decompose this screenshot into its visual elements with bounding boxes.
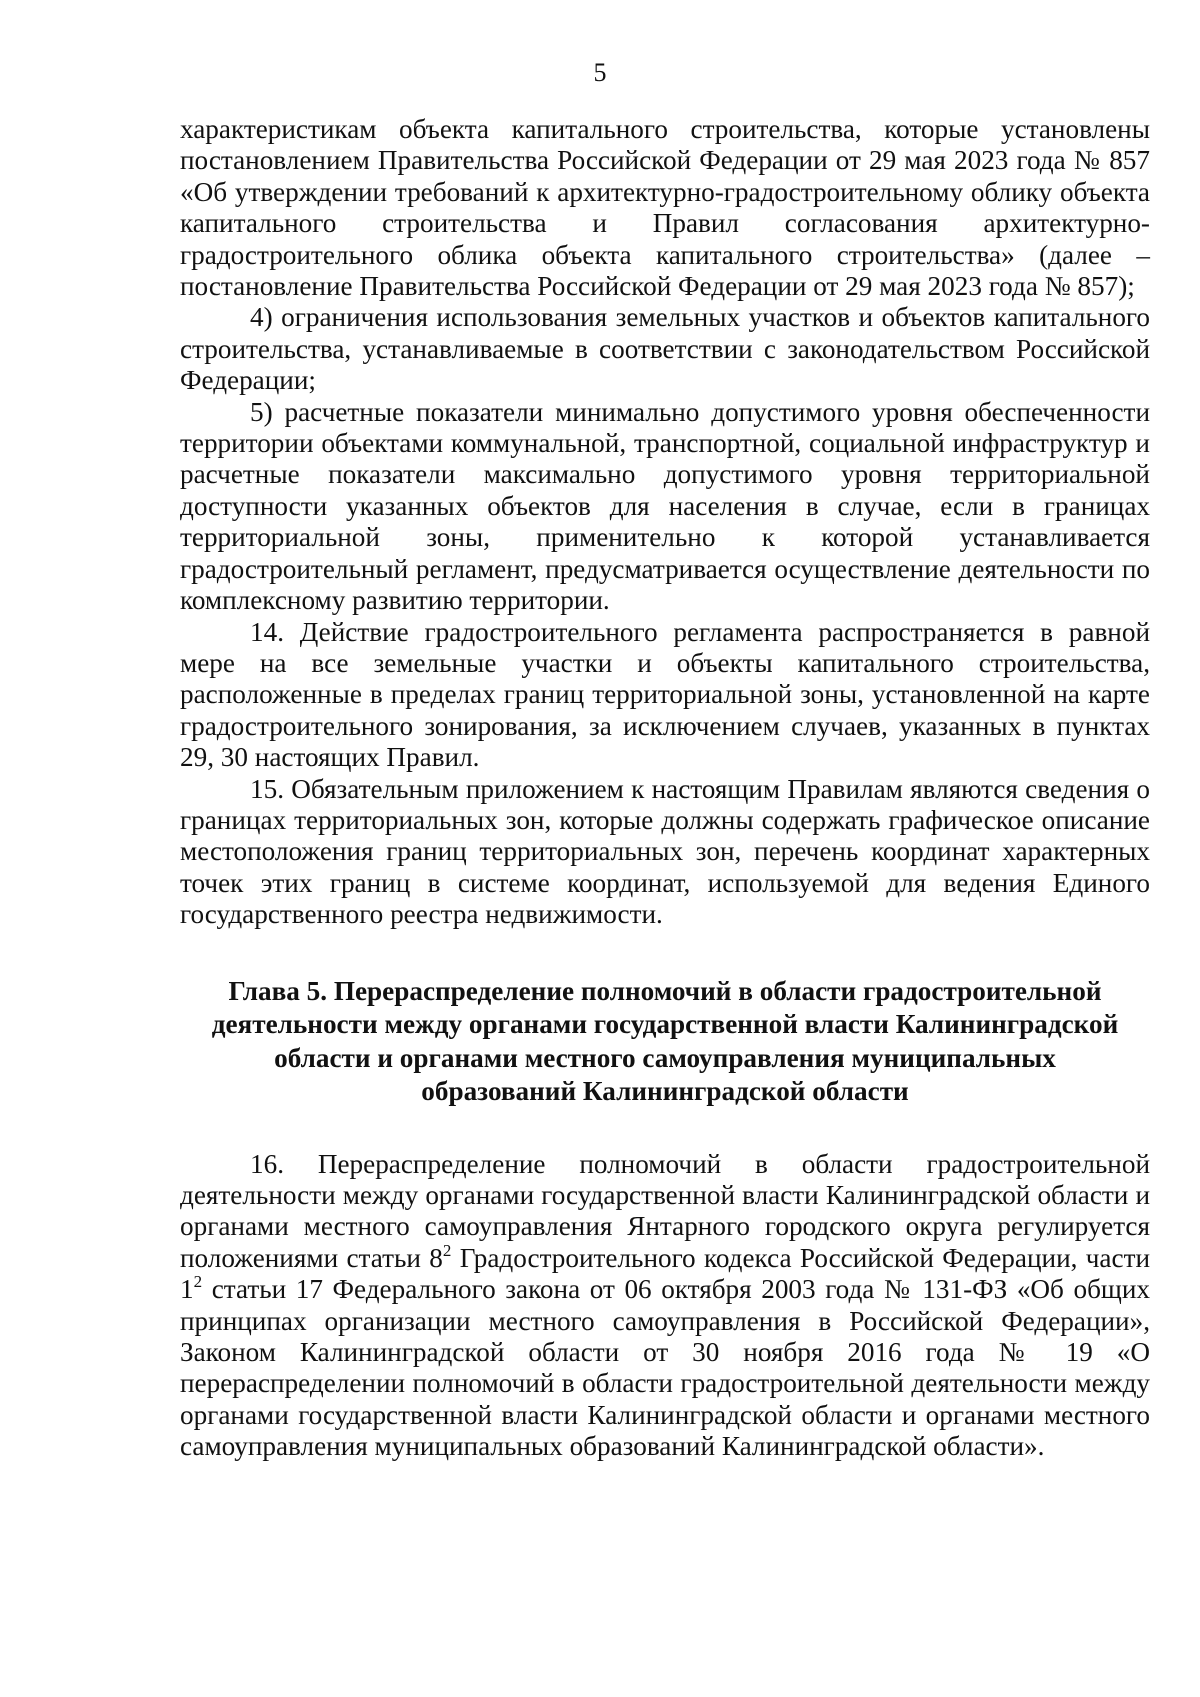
paragraph-continuation: характеристикам объекта капитального строительства, которые установлены постановлением Правительства Российской Федерации от 29 мая 2023 года № 857 «Об утверждении требований к архитектурно-градостроительному облику объекта капитального строительства и Правил согласования архитектурно-градостроительного облика объекта капитального строительства» (далее – постановление Правительства Российской Федерации от 29 мая 2023 года № 857);	[180, 114, 1150, 302]
chapter-heading-line: Глава 5. Перераспределение полномочий в области градостроительной	[228, 975, 1102, 1006]
chapter-heading-line: области и органами местного самоуправления муниципальных	[274, 1042, 1056, 1073]
paragraph-item-4: 4) ограничения использования земельных участков и объектов капитального строительства, устанавливаемые в соответствии с законодательством Российской Федерации;	[180, 302, 1150, 396]
paragraph-16-part: 16. Перераспределение полномочий в области градостроительной деятельности между органами государственной власти Калининградской области и органами местного самоуправления Янтарного городского округа регулируется положениями статьи 8	[180, 1148, 1150, 1273]
paragraph-16-part: Градостроительного кодекса Российской Федерации, части 1	[180, 1242, 1150, 1305]
superscript: 2	[193, 1272, 203, 1292]
paragraph-16	[180, 1149, 1150, 1463]
chapter-heading-line: образований Калининградской области	[421, 1076, 909, 1107]
document-body	[180, 114, 1150, 1463]
paragraph-16-part: статьи 17 Федерального закона от 06 октября 2003 года № 131-ФЗ «Об общих принципах организации местного самоуправления в Российской Федерации», Законом Калининградской области от 30 ноября 2016 года № 19 «О перераспределении полномочий в области градостроительной деятельности между органами государственной власти Калининградской области и органами местного самоуправления муниципальных образований Калининградской области».	[180, 1274, 1150, 1462]
page-number: 5	[593, 58, 607, 87]
chapter-heading	[180, 975, 1150, 1109]
paragraph-item-5: 5) расчетные показатели минимально допустимого уровня обеспеченности территории объектами коммунальной, транспортной, социальной инфраструктур и расчетные показатели максимально допустимого уровня территориальной доступности указанных объектов для населения в случае, если в границах территориальной зоны, применительно к которой устанавливается градостроительный регламент, предусматривается осуществление деятельности по комплексному развитию территории.	[180, 396, 1150, 616]
paragraph-14: 14. Действие градостроительного регламента распространяется в равной мере на все земельные участки и объекты капитального строительства, расположенные в пределах границ территориальной зоны, установленной на карте градостроительного зонирования, за исключением случаев, указанных в пунктах 29, 30 настоящих Правил.	[180, 616, 1150, 773]
superscript: 2	[442, 1240, 452, 1260]
chapter-heading-line: деятельности между органами государственной власти Калининградской	[211, 1009, 1119, 1040]
paragraph-15: 15. Обязательным приложением к настоящим Правилам являются сведения о границах территориальных зон, которые должны содержать графическое описание местоположения границ территориальных зон, перечень координат характерных точек этих границ в системе координат, используемой для ведения Единого государственного реестра недвижимости.	[180, 773, 1150, 930]
